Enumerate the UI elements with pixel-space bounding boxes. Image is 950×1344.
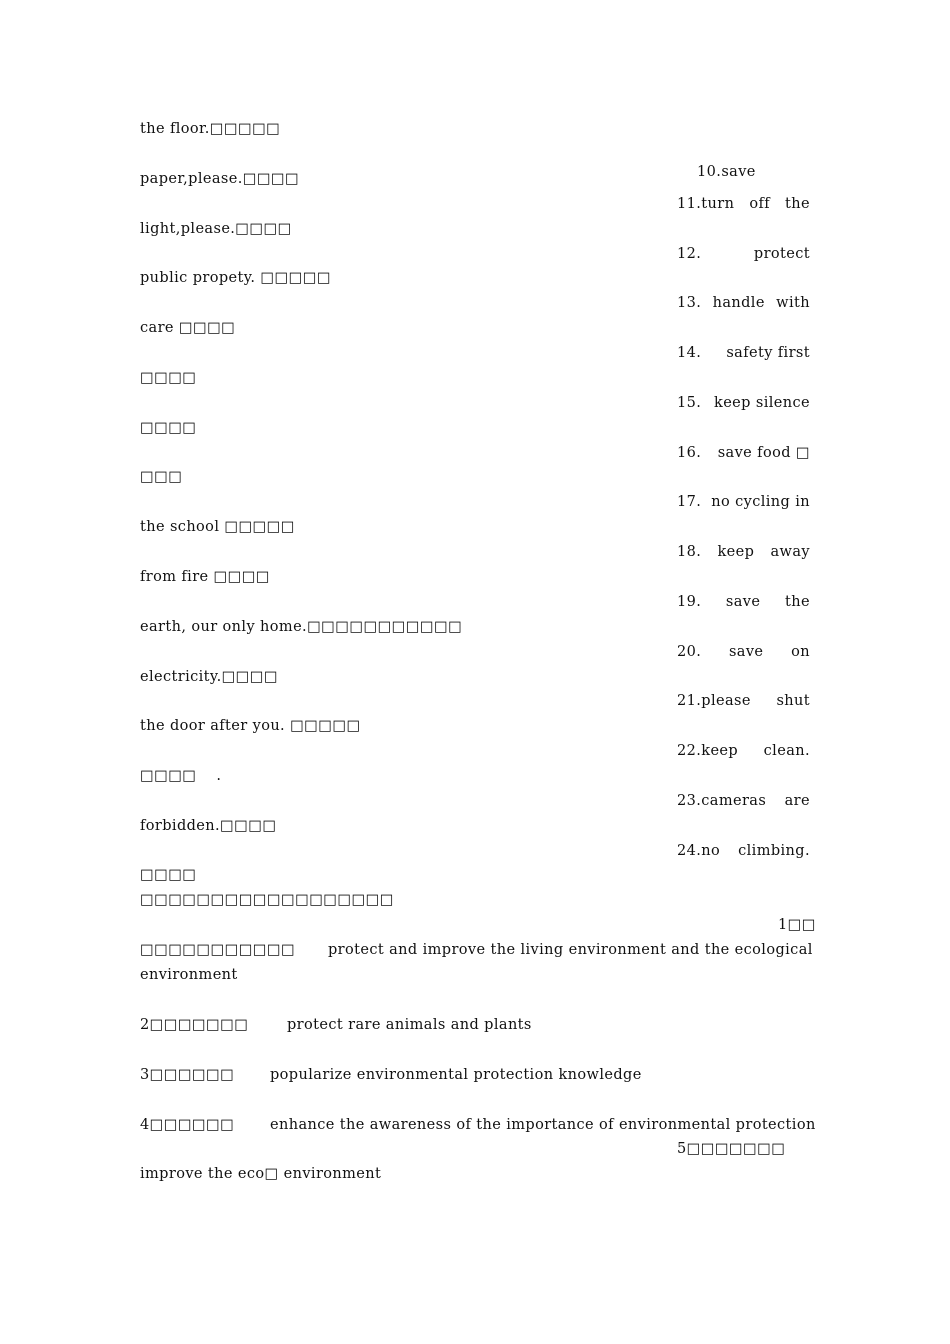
item-text: save xyxy=(721,164,756,180)
phrase-chinese: 3□□□□□□ xyxy=(140,1067,235,1083)
item-number: 23. xyxy=(677,793,702,809)
right-line xyxy=(677,543,810,561)
left-line: care □□□□ xyxy=(140,320,236,336)
item-text: the xyxy=(785,594,810,610)
item-text: turn xyxy=(701,196,735,212)
item-text: please xyxy=(701,693,751,709)
item-text: away xyxy=(770,544,810,560)
item-number: 17. xyxy=(677,494,702,510)
item-number: 15. xyxy=(677,395,702,411)
item-number: 19. xyxy=(677,594,702,610)
left-line: electricity.□□□□ xyxy=(140,669,278,685)
item-text: with xyxy=(776,295,810,311)
right-line xyxy=(677,842,810,860)
right-line xyxy=(677,444,810,462)
section-heading: □□□□□□□□□□□□□□□□□□ xyxy=(140,892,394,908)
left-line: forbidden.□□□□ xyxy=(140,818,277,834)
item-text: climbing. xyxy=(738,843,810,859)
right-line xyxy=(677,792,810,810)
right-line xyxy=(677,593,810,611)
right-line xyxy=(677,195,810,213)
item-text: no cycling in xyxy=(711,494,810,510)
item-text: handle xyxy=(712,295,765,311)
item-number: 13. xyxy=(677,295,702,311)
phrase-chinese: 2□□□□□□□ xyxy=(140,1017,249,1033)
item-text: save food □ xyxy=(717,445,810,461)
item-text: keep xyxy=(701,743,739,759)
item-number: 16. xyxy=(677,445,702,461)
left-line: □□□□ . xyxy=(140,768,222,784)
item-text: off xyxy=(749,196,771,212)
item-text: clean. xyxy=(763,743,810,759)
right-line xyxy=(677,344,810,362)
phrase-english-continued: environment xyxy=(140,967,238,983)
item-number: 18. xyxy=(677,544,702,560)
right-line xyxy=(677,294,810,312)
phrase-chinese: □□□□□□□□□□□ xyxy=(140,942,296,958)
item-text: save xyxy=(725,594,761,610)
phrase-english: protect rare animals and plants xyxy=(287,1017,532,1033)
left-line: from fire □□□□ xyxy=(140,569,270,585)
right-line xyxy=(677,245,810,263)
item-text: keep xyxy=(717,544,755,560)
left-line: □□□ xyxy=(140,469,183,485)
item-text: protect xyxy=(753,246,810,262)
right-line xyxy=(677,394,810,412)
left-line: the door after you. □□□□□ xyxy=(140,718,361,734)
item-number: 24. xyxy=(677,843,702,859)
item-text: safety first xyxy=(726,345,810,361)
left-line: the floor.□□□□□ xyxy=(140,121,281,137)
left-line: the school □□□□□ xyxy=(140,519,295,535)
item-text: the xyxy=(785,196,810,212)
phrase-english: improve the eco□ environment xyxy=(140,1166,382,1182)
item-text: on xyxy=(791,644,810,660)
left-line: □□□□ xyxy=(140,420,197,436)
item-number: 22. xyxy=(677,743,702,759)
left-line: earth, our only home.□□□□□□□□□□□ xyxy=(140,619,463,635)
phrase-chinese: 5□□□□□□□ xyxy=(677,1141,786,1157)
right-line xyxy=(677,692,810,710)
left-line: □□□□ xyxy=(140,867,197,883)
item-text: shut xyxy=(776,693,810,709)
item-number: 11. xyxy=(677,196,702,212)
phrase-number: 1□□ xyxy=(778,917,816,933)
right-line xyxy=(677,742,810,760)
item-number: 10. xyxy=(697,164,722,180)
item-number: 12. xyxy=(677,246,702,262)
item-text: cameras xyxy=(701,793,767,809)
phrase-chinese: 4□□□□□□ xyxy=(140,1117,235,1133)
phrase-english: popularize environmental protection knowledge xyxy=(270,1067,642,1083)
item-text: save xyxy=(728,644,764,660)
left-line: paper,please.□□□□ xyxy=(140,171,300,187)
item-number: 14. xyxy=(677,345,702,361)
item-number: 20. xyxy=(677,644,702,660)
item-number: 21. xyxy=(677,693,702,709)
item-text: are xyxy=(784,793,810,809)
item-text: no xyxy=(701,843,721,859)
right-line xyxy=(677,643,810,661)
left-line: public propety. □□□□□ xyxy=(140,270,331,286)
right-line xyxy=(677,145,810,199)
phrase-english: protect and improve the living environment and the ecological xyxy=(328,942,813,958)
right-line xyxy=(677,493,810,511)
item-text: keep silence xyxy=(714,395,810,411)
left-line: □□□□ xyxy=(140,370,197,386)
phrase-english: enhance the awareness of the importance of environmental protection xyxy=(270,1117,816,1133)
left-line: light,please.□□□□ xyxy=(140,221,292,237)
